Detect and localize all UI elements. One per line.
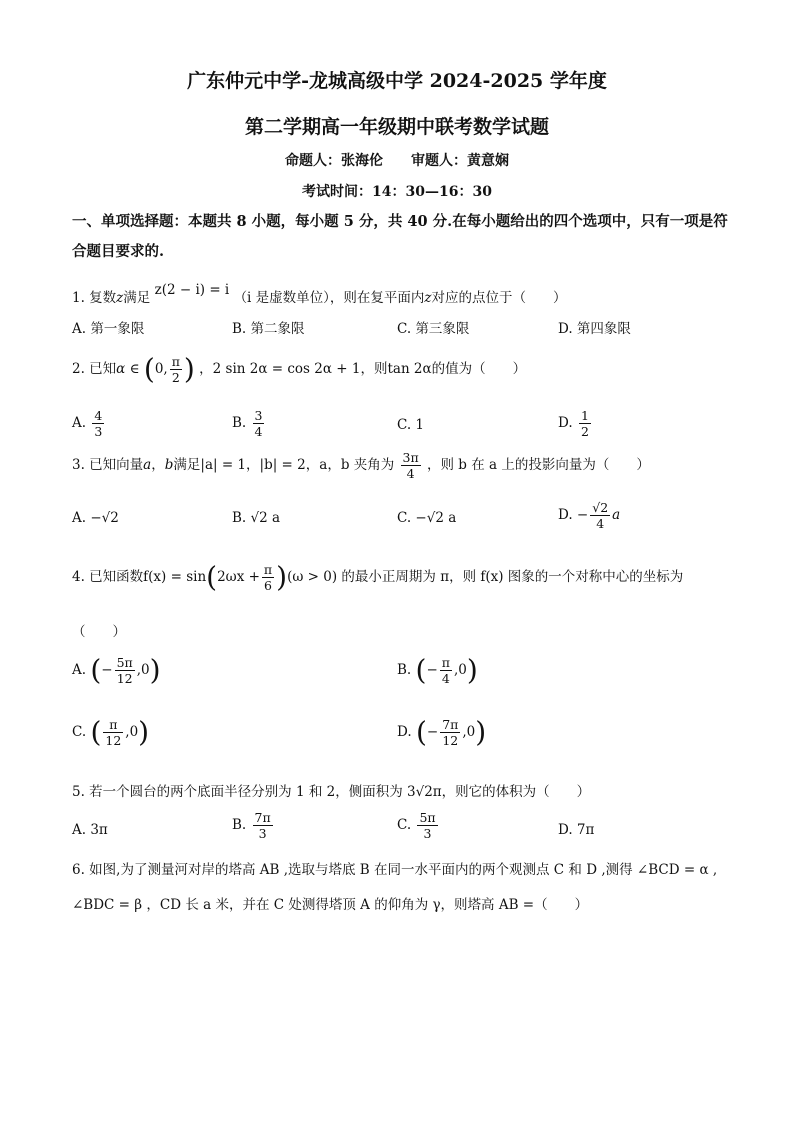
question-6-line2: ∠BDC = β ，CD 长 a 米，并在 C 处测得塔顶 A 的仰角为 γ，则塔高 AB =（ ） — [72, 897, 589, 913]
question-1 — [72, 282, 567, 306]
q4-cond: (ω > 0) — [287, 569, 338, 585]
q1-cond-label: 满足 — [123, 290, 151, 306]
q2-option-d[interactable]: D. $\frac{1}{2}$ — [558, 408, 589, 439]
q1-option-b[interactable]: B. 第二象限 — [232, 321, 305, 337]
q2-pi-over-2: $\frac{\pi}{2}$ — [171, 354, 180, 385]
q4-option-a[interactable]: A. (− $\frac{5\pi}{12}$ ,0) — [72, 653, 161, 687]
q2-interval-left: 0, — [154, 361, 168, 377]
q3-prefix: 3. 已知向量 — [72, 457, 144, 473]
q2-tail: 的值为（ ） — [431, 361, 527, 377]
q4-prefix: 4. 已知函数 — [72, 569, 144, 585]
q3-angle: $\frac{3\pi}{4}$ — [402, 450, 419, 481]
question-4: 4. 已知函数f(x) = sin(2ωx + $\frac{\pi}{6}$ )(ω > 0) 的最小正周期为 π，则 f(x) 图象的一个对称中心的坐标为 — [72, 560, 684, 594]
q1-z2: z — [424, 290, 432, 306]
section-heading: 一、单项选择题：本题共 8 小题，每小题 5 分，共 40 分.在每小题给出的四个选项中，只有一项是符合题目要求的. — [72, 213, 728, 260]
question-2: 2. 已知α ∈ (0, $\frac{\pi}{2}$ ) ，2 sin 2α = cos 2α + 1，则tan 2α的值为（ ） — [72, 352, 527, 386]
question-3: 3. 已知向量a，b满足|a| = 1，|b| = 2，a，b 夹角为 $\frac{3\pi}{4}$ ，则 b 在 a 上的投影向量为（ ） — [72, 450, 650, 481]
q5-option-d[interactable]: D. 7π — [558, 822, 595, 838]
q1-prefix: 1. 复数 — [72, 290, 117, 306]
q2-option-a[interactable]: A. $\frac{4}{3}$ — [72, 408, 103, 439]
q3-abs-a: |a| = 1 — [200, 457, 247, 473]
q3-abs-b: |b| = 2 — [259, 457, 306, 473]
question-5: 5. 若一个圆台的两个底面半径分别为 1 和 2，侧面积为 3√2π，则它的体积为（ ） — [72, 784, 591, 800]
q1-tail: 对应的点位于（ ） — [431, 290, 567, 306]
q2-prefix: 2. 已知 — [72, 361, 117, 377]
exam-title-line1: 广东仲元中学-龙城高级中学 2024-2025 学年度 — [187, 70, 607, 92]
q1-option-d[interactable]: D. 第四象限 — [558, 321, 631, 337]
q2-option-c[interactable]: C. 1 — [397, 417, 425, 433]
q5-option-c[interactable]: C. $\frac{5\pi}{3}$ — [397, 810, 436, 841]
q1-equation: z(2 − i) = i — [154, 282, 230, 298]
q3-option-a[interactable]: A. −√2 — [72, 510, 119, 526]
q2-cond1: α ∈ — [116, 361, 140, 377]
q2-cond2: ，2 sin 2α = cos 2α + 1，则 — [199, 361, 388, 377]
q4-tail: 的最小正周期为 π，则 f(x) 图象的一个对称中心的坐标为 — [341, 569, 684, 585]
q1-z: z — [116, 290, 124, 306]
q3-option-c[interactable]: C. −√2 a — [397, 510, 457, 526]
q1-option-c[interactable]: C. 第三象限 — [397, 321, 470, 337]
q2-tan: tan 2α — [387, 361, 432, 377]
q2-option-b[interactable]: B. $\frac{3}{4}$ — [232, 408, 263, 439]
q1-note: （i 是虚数单位），则在复平面内 — [233, 290, 425, 306]
q4-func: f(x) = sin — [143, 569, 207, 585]
q5-option-b[interactable]: B. $\frac{7\pi}{3}$ — [232, 810, 271, 841]
q3-tail: ，则 b 在 a 上的投影向量为（ ） — [427, 457, 650, 473]
q3-option-b[interactable]: B. √2 a — [232, 510, 281, 526]
q1-option-a[interactable]: A. 第一象限 — [72, 321, 145, 337]
exam-time: 考试时间：14：30—16：30 — [302, 184, 492, 200]
q3-option-d[interactable]: D. − $\frac{√2}{4}$ a — [558, 500, 621, 531]
exam-authors: 命题人：张海伦 审题人：黄意娴 — [285, 153, 509, 169]
exam-title-line2: 第二学期高一年级期中联考数学试题 — [244, 116, 549, 138]
q4-answer-paren: （ ） — [72, 624, 126, 640]
q4-option-b[interactable]: B. (− $\frac{\pi}{4}$ ,0) — [397, 653, 478, 687]
q4-option-d[interactable]: D. (− $\frac{7\pi}{12}$ ,0) — [397, 715, 487, 749]
q5-option-a[interactable]: A. 3π — [72, 822, 108, 838]
question-6-line1: 6. 如图,为了测量河对岸的塔高 AB ,选取与塔底 B 在同一水平面内的两个观测点 C 和 D ,测得 ∠BCD = α , — [72, 862, 718, 878]
q4-option-c[interactable]: C. ( $\frac{\pi}{12}$ ,0) — [72, 715, 150, 749]
